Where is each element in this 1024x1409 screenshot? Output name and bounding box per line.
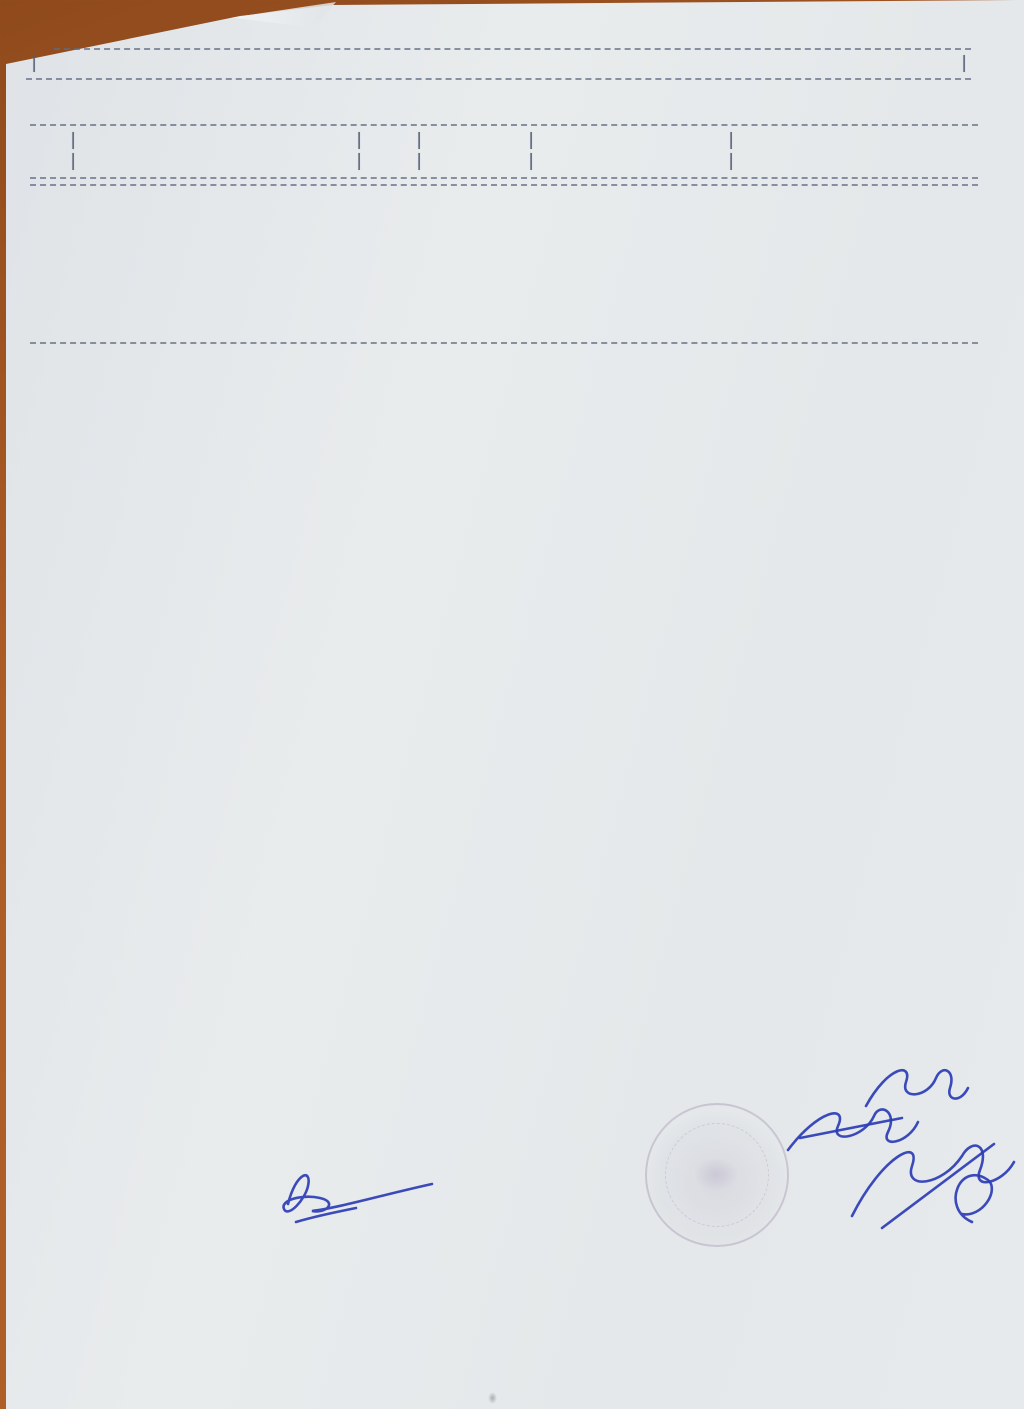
signature-tibuleac [822,1126,1024,1238]
table-top-divider [30,124,978,126]
column-divider [414,130,426,152]
table-header-row-2 [30,151,978,173]
report-header-box [26,48,971,80]
divider [54,48,971,50]
table-bottom-divider [30,184,978,186]
printed-document [30,46,978,352]
column-divider [414,151,426,173]
col-header-imbarcare [538,130,726,152]
signature-labels-line [30,264,978,286]
column-divider [726,130,738,152]
round-official-stamp [645,1103,789,1247]
column-divider [526,151,538,173]
column-divider [526,130,538,152]
signature-zone-spacer [30,190,978,264]
col-header-serie [80,130,354,152]
table-header-row-1 [30,130,978,152]
col-header-imbarcare-2 [538,151,726,173]
report-datetime [923,53,945,75]
border-glyph [26,53,44,75]
col-header-senzor [426,130,526,152]
table-header-divider [30,177,978,179]
column-divider [354,130,366,152]
divider [26,78,971,80]
spacer [30,286,978,338]
signature-crescator [266,1164,441,1232]
footer-divider [30,342,978,344]
spacer [30,151,68,173]
column-divider [68,151,80,173]
column-divider [726,151,738,173]
col-header-observatii [738,130,956,152]
col-header-nr [30,130,68,152]
col-header-senzor-2 [426,151,526,173]
border-glyph [959,53,971,75]
column-divider [68,130,80,152]
col-header-culoare-2 [366,151,414,173]
column-divider [354,151,366,173]
spacer [80,151,354,173]
paper-speck [488,1392,497,1404]
pigeon-table [30,124,978,186]
col-header-culoare [366,130,414,152]
